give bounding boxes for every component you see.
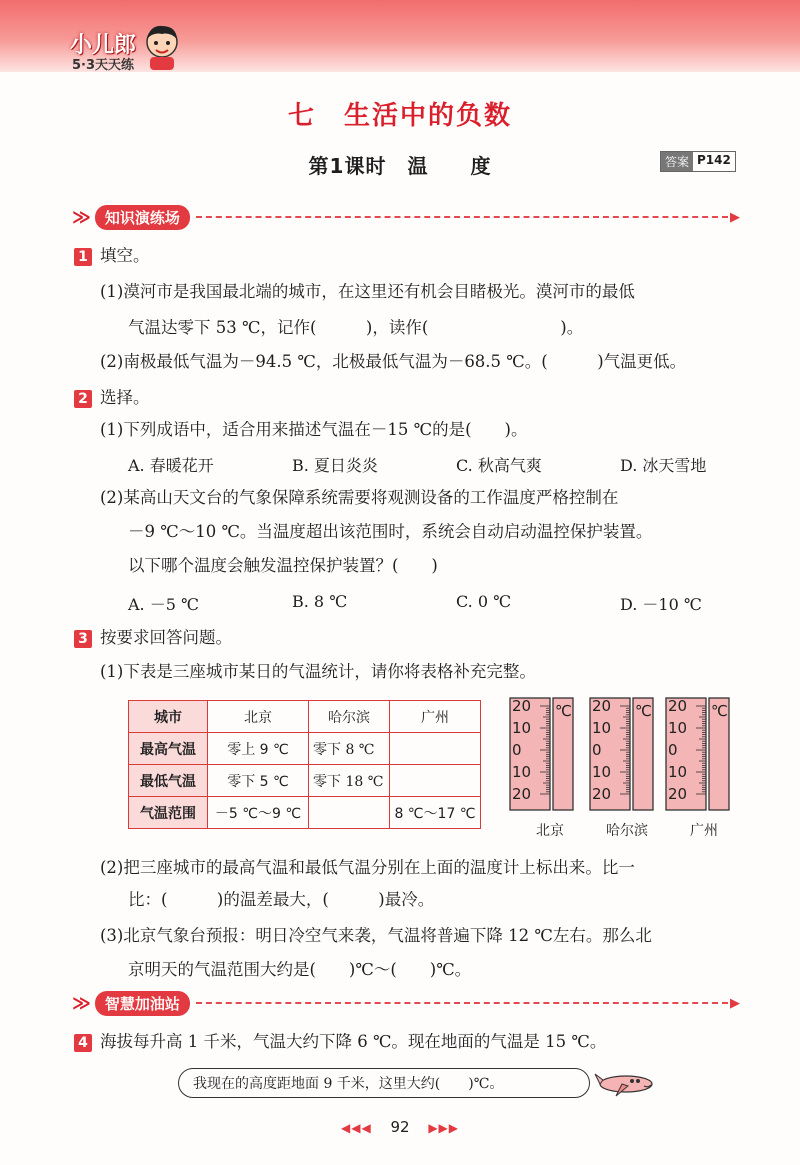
table-row	[129, 765, 481, 797]
table-row	[129, 733, 481, 765]
dashed-divider	[196, 1002, 728, 1004]
table-row	[129, 797, 481, 829]
thermometer-tick-label: 20	[668, 697, 688, 715]
temperature-table	[128, 700, 481, 829]
section-tag: 知识演练场	[95, 205, 190, 230]
thermometer-label-beijing: 北京	[536, 823, 564, 839]
airplane-icon	[594, 1068, 658, 1098]
thermometer	[510, 697, 573, 810]
section-practice	[72, 204, 740, 230]
thermometer-tick-label: 10	[668, 719, 688, 737]
question-2-title: 2 选择。	[74, 386, 150, 410]
q2-p2-option-a[interactable]: A. －5 ℃	[128, 595, 199, 614]
thermometer-label-guangzhou: 广州	[690, 823, 718, 839]
arrow-icon: ▶	[730, 995, 740, 1011]
table-row-label: 气温范围	[129, 797, 208, 829]
question-3-title: 3 按要求回答问题。	[74, 626, 232, 650]
next-arrows-icon: ▶▶▶	[428, 1121, 460, 1135]
question-1-title: 1 填空。	[74, 244, 150, 268]
table-cell-blank[interactable]	[309, 797, 390, 829]
thermometer-tick-label: 0	[668, 741, 678, 759]
thermometer-tick-label: 10	[668, 763, 688, 781]
thermometer-group	[508, 696, 740, 816]
q3-part2-line2: 比：( )的温差最大，( )最冷。	[128, 890, 435, 909]
q2-part2-line3: 以下哪个温度会触发温控保护装置？( )	[128, 556, 438, 575]
speech-bubble: 我现在的高度距地面 9 千米，这里大约( )℃。	[178, 1068, 590, 1098]
q1-part2: (2)南极最低气温为－94.5 ℃，北极最低气温为－68.5 ℃。( )气温更低。	[100, 352, 687, 371]
table-cell: 零下 8 ℃	[309, 733, 390, 765]
thermometer-tick-label: 10	[592, 719, 612, 737]
question-number: 3	[74, 630, 92, 648]
thermometer-label-harbin: 哈尔滨	[606, 823, 648, 839]
q3-part3-line2: 京明天的气温范围大约是( )℃～( )℃。	[128, 960, 472, 979]
table-cell: －5 ℃～9 ℃	[208, 797, 309, 829]
thermometer-tick-label: 20	[512, 697, 532, 715]
dashed-divider	[196, 216, 728, 218]
prev-arrows-icon: ◀◀◀	[340, 1121, 372, 1135]
table-cell: 零下 18 ℃	[309, 765, 390, 797]
thermometer-tick-label: 20	[668, 785, 688, 803]
section-challenge	[72, 990, 740, 1016]
table-header-cell: 广州	[390, 701, 481, 733]
q2-part2-line2: －9 ℃～10 ℃。当温度超出该范围时，系统会自动启动温控保护装置。	[128, 522, 653, 541]
table-cell: 零下 5 ℃	[208, 765, 309, 797]
page-footer	[0, 1118, 800, 1136]
q2-p2-option-d[interactable]: D. －10 ℃	[620, 595, 702, 614]
chevron-icon: ≫	[72, 992, 91, 1014]
answer-label: 答案	[661, 152, 693, 171]
page-number: 92	[390, 1118, 410, 1136]
table-header-cell: 哈尔滨	[309, 701, 390, 733]
question-number: 4	[74, 1034, 92, 1052]
lesson-title: 第1课时 温 度	[308, 154, 492, 178]
thermometer-tick-label: 10	[592, 763, 612, 781]
brand-logo: 小儿郎	[70, 33, 137, 58]
thermometer-tick-label: 20	[592, 697, 612, 715]
thermometer-tick-label: 0	[512, 741, 522, 759]
thermometer	[590, 697, 653, 810]
q2-p1-option-c[interactable]: C. 秋高气爽	[456, 456, 542, 475]
table-cell: 零上 9 ℃	[208, 733, 309, 765]
q1-part1-line2: 气温达零下 53 ℃，记作( )，读作( )。	[128, 318, 584, 337]
q2-p2-option-b[interactable]: B. 8 ℃	[292, 592, 348, 611]
question-number: 2	[74, 390, 92, 408]
q2-p1-option-a[interactable]: A. 春暖花开	[128, 456, 214, 475]
table-cell: 8 ℃～17 ℃	[390, 797, 481, 829]
q3-part3-line1: (3)北京气象台预报：明日冷空气来袭，气温将普遍下降 12 ℃左右。那么北	[100, 926, 652, 945]
q2-p1-option-b[interactable]: B. 夏日炎炎	[292, 456, 378, 475]
thermometer-tick-label: 10	[512, 719, 532, 737]
mascot-icon	[140, 22, 184, 70]
table-header-cell: 北京	[208, 701, 309, 733]
arrow-icon: ▶	[730, 209, 740, 225]
answer-page: P142	[697, 153, 731, 167]
thermometer-unit: ℃	[635, 702, 652, 720]
thermometer-scales	[508, 696, 740, 816]
unit-title: 七 生活中的负数	[287, 101, 512, 131]
chevron-icon: ≫	[72, 206, 91, 228]
table-header-cell: 城市	[129, 701, 208, 733]
q2-part1: (1)下列成语中，适合用来描述气温在－15 ℃的是( )。	[100, 420, 528, 439]
thermometer-tick-label: 10	[512, 763, 532, 781]
q3-part2-line1: (2)把三座城市的最高气温和最低气温分别在上面的温度计上标出来。比一	[100, 858, 635, 877]
q3-part1: (1)下表是三座城市某日的气温统计，请你将表格补充完整。	[100, 662, 536, 681]
thermometer-tick-label: 20	[512, 785, 532, 803]
section-tag: 智慧加油站	[95, 991, 190, 1016]
question-4: 4 海拔每升高 1 千米，气温大约下降 6 ℃。现在地面的气温是 15 ℃。	[74, 1030, 606, 1054]
q1-part1-line1: (1)漠河市是我国最北端的城市，在这里还有机会目睹极光。漠河市的最低	[100, 282, 635, 301]
table-header-row	[129, 701, 481, 733]
table-cell-blank[interactable]	[390, 765, 481, 797]
q2-p2-option-c[interactable]: C. 0 ℃	[456, 592, 512, 611]
question-number: 1	[74, 248, 92, 266]
thermometer	[666, 697, 729, 810]
q2-part2-line1: (2)某高山天文台的气象保障系统需要将观测设备的工作温度严格控制在	[100, 488, 619, 507]
q2-p1-option-d[interactable]: D. 冰天雪地	[620, 456, 707, 475]
table-row-label: 最高气温	[129, 733, 208, 765]
thermometer-unit: ℃	[555, 702, 572, 720]
thermometer-tick-label: 20	[592, 785, 612, 803]
answer-reference[interactable]	[660, 151, 736, 172]
table-row-label: 最低气温	[129, 765, 208, 797]
thermometer-unit: ℃	[711, 702, 728, 720]
thermometer-tick-label: 0	[592, 741, 602, 759]
brand-subtitle: 5·3天天练	[72, 58, 135, 73]
table-cell-blank[interactable]	[390, 733, 481, 765]
